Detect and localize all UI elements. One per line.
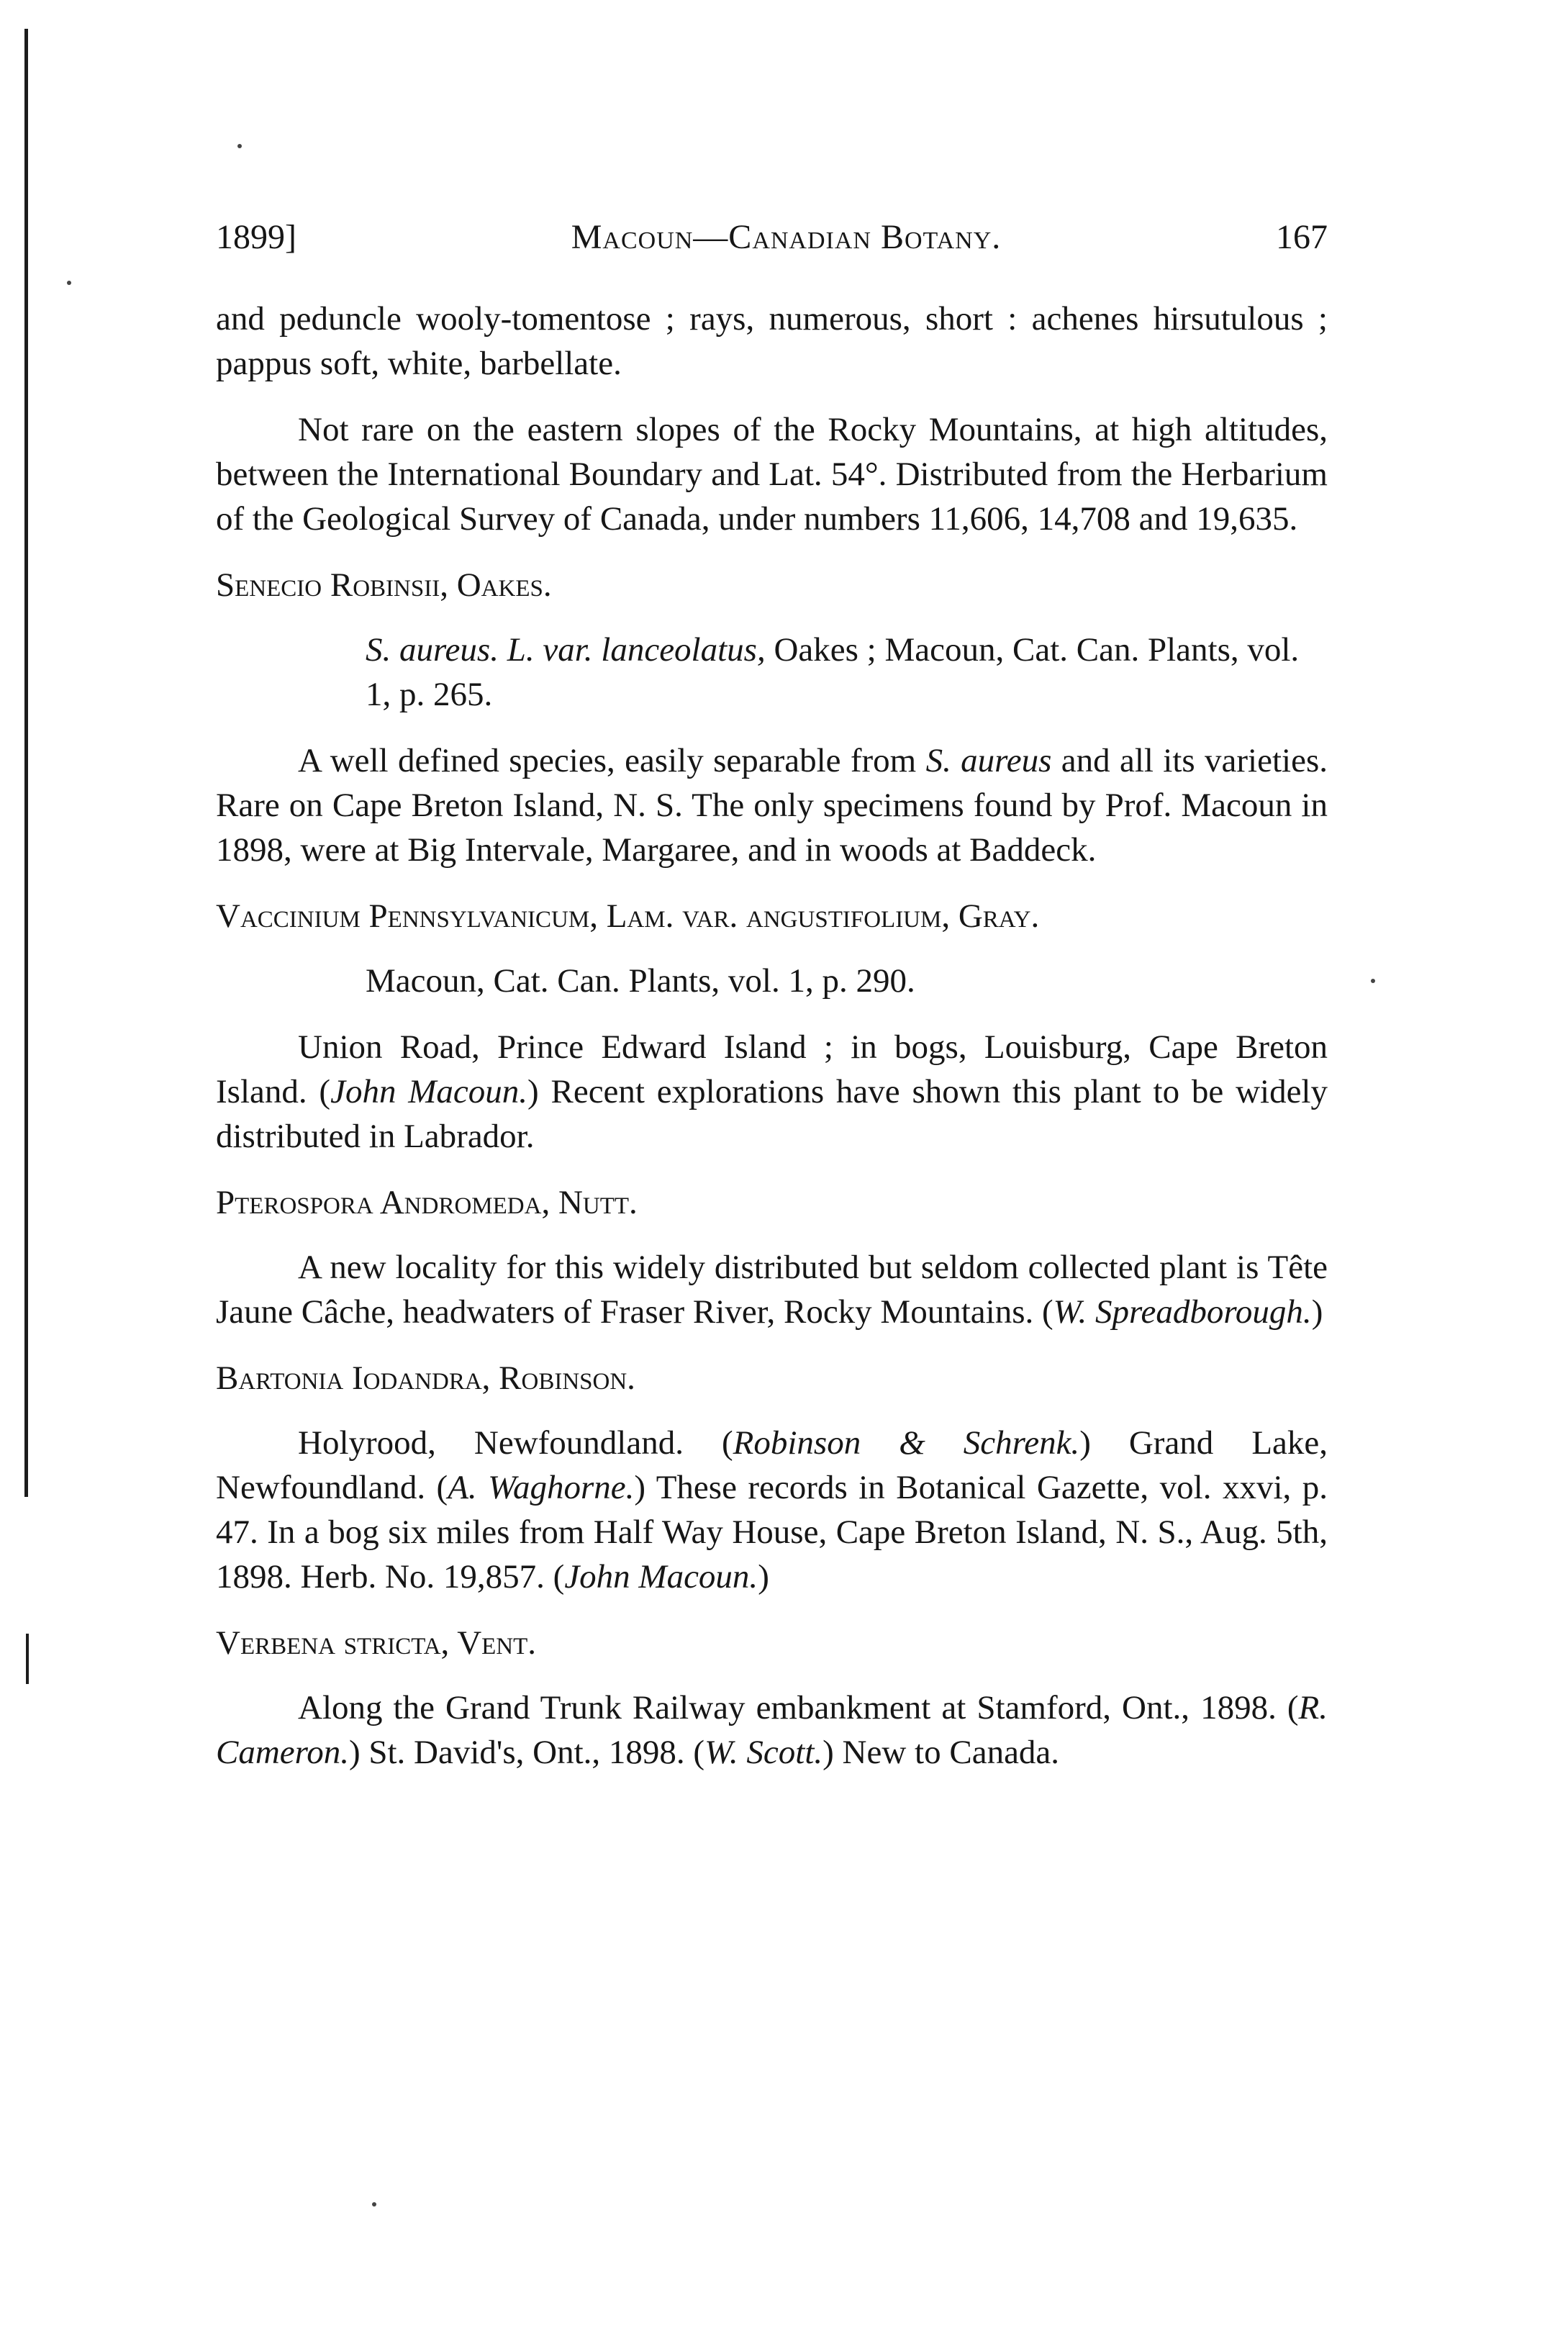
running-header [216, 216, 1328, 259]
note-text: Union Road, Prince Edward Island ; in bogs, Louisburg, Cape Breton Island. ( [216, 1028, 1328, 1110]
species-heading-pterospora: Pterospora Andromeda, Nutt. [216, 1184, 638, 1221]
scan-speck [67, 281, 71, 285]
synonymy-vaccinium: Macoun, Cat. Can. Plants, vol. 1, p. 290. [366, 962, 915, 1000]
scan-speck [237, 144, 242, 148]
book-page [216, 216, 1328, 1796]
note-text: ) Recent explorations have shown this plant to be widely distributed in Labrador. [216, 1073, 1328, 1155]
page-binding-edge [24, 29, 28, 1497]
scan-speck [1371, 979, 1375, 983]
note-text: ) These records in Botanical Gazette, vol. xxvi, p. 47. In a bog six miles from Half Way House, Cape Breton Island, N. S., Aug. 5th, 1898. Herb. No. 19,857. ( [216, 1469, 1328, 1596]
header-title: Macoun—Canadian Botany. [571, 218, 1002, 256]
species-note-verbena [216, 1685, 1328, 1775]
note-text: ) New to Canada. [822, 1734, 1060, 1771]
page-binding-edge-lower [26, 1634, 29, 1684]
note-italic: S. aureus [925, 742, 1052, 779]
header-page-number: 167 [1276, 218, 1328, 256]
note-italic: A. Waghorne. [448, 1469, 635, 1506]
note-italic: W. Spreadborough. [1053, 1293, 1312, 1331]
note-italic: R. Cameron. [216, 1689, 1328, 1771]
synonymy-text: Oakes ; Macoun, Cat. Can. Plants, vol. 1, p. 265. [366, 631, 1300, 713]
note-text: and all its varieties. Rare on Cape Breton Island, N. S. The only specimens found by Prof. Macoun in 1898, were at Big Intervale, Margaree, and in woods at Baddeck. [216, 742, 1328, 869]
note-italic: Robinson & Schrenk. [733, 1424, 1080, 1462]
distribution-paragraph: Not rare on the eastern slopes of the Rocky Mountains, at high altitudes, between the International Boundary and Lat. 54°. Distributed from the Herbarium of the Geological Survey of Canada, under numbers 11,606, 14,708 and 19,635. [216, 411, 1328, 538]
species-note-bartonia [216, 1421, 1328, 1599]
note-text: ) Grand Lake, Newfoundland. ( [216, 1424, 1328, 1506]
note-text: A new locality for this widely distributed but seldom collected plant is Tête Jaune Câche, headwaters of Fraser River, Rocky Mountains. ( [216, 1249, 1328, 1331]
note-italic: W. Scott. [704, 1734, 823, 1771]
species-note-vaccinium [216, 1025, 1328, 1159]
species-note-senecio [216, 738, 1328, 872]
note-text: Along the Grand Trunk Railway embankment at Stamford, Ont., 1898. ( [298, 1689, 1299, 1726]
header-year: 1899] [216, 218, 296, 256]
species-heading-verbena: Verbena stricta, Vent. [216, 1624, 537, 1662]
note-italic: John Macoun. [330, 1073, 528, 1110]
scan-speck [372, 2202, 376, 2207]
species-heading-bartonia: Bartonia Iodandra, Robinson. [216, 1359, 635, 1397]
species-heading-vaccinium: Vaccinium Pennsylvanicum, Lam. var. angustifolium, Gray. [216, 897, 1040, 935]
note-italic: John Macoun. [564, 1558, 758, 1596]
note-text: A well defined species, easily separable from [298, 742, 926, 779]
continued-description: and peduncle wooly-tomentose ; rays, numerous, short : achenes hirsutulous ; pappus soft, white, barbellate. [216, 300, 1328, 382]
species-note-pterospora [216, 1245, 1328, 1334]
synonymy-italic: S. aureus. L. var. lanceolatus, [366, 631, 766, 669]
synonymy-senecio [216, 628, 1328, 717]
note-text: ) [758, 1558, 769, 1596]
species-heading-senecio: Senecio Robinsii, Oakes. [216, 566, 552, 604]
note-text: Holyrood, Newfoundland. ( [298, 1424, 733, 1462]
note-text: ) St. David's, Ont., 1898. ( [348, 1734, 705, 1771]
note-text: ) [1311, 1293, 1323, 1331]
